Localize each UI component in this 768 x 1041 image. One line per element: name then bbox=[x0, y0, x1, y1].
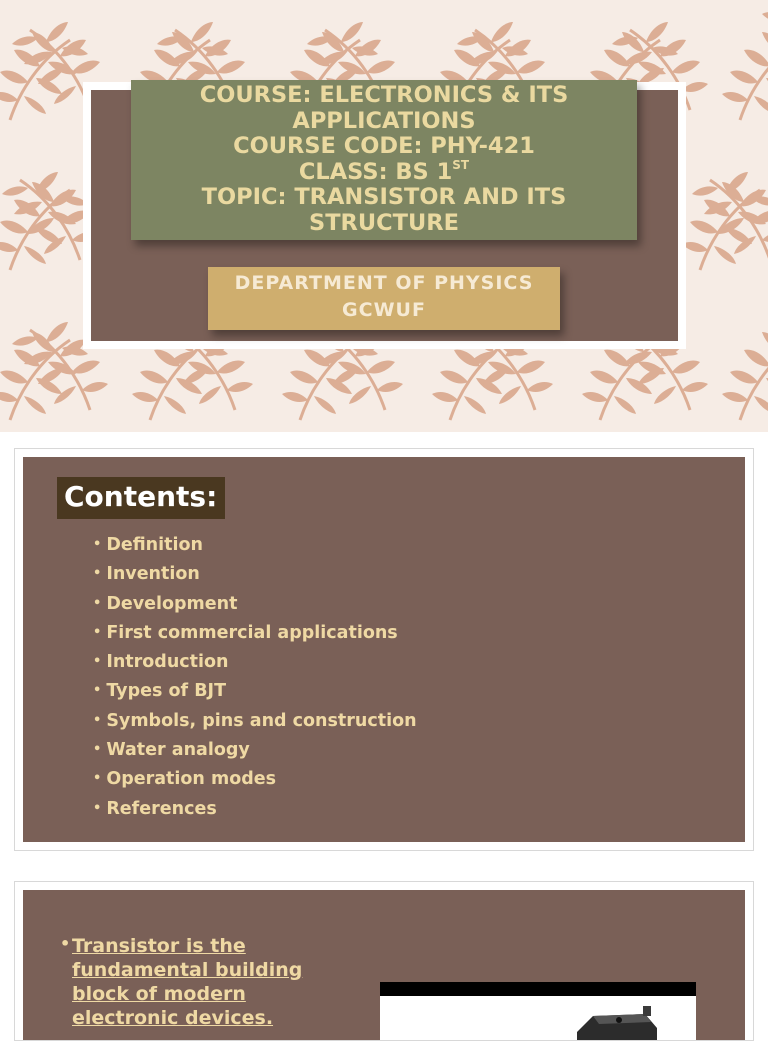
list-item-label: Types of BJT bbox=[106, 681, 227, 702]
list-item-label: Definition bbox=[106, 535, 203, 555]
course-title-line: COURSE: ELECTRONICS & ITS bbox=[199, 82, 569, 108]
course-code-line: COURSE CODE: PHY-421 bbox=[233, 133, 535, 159]
list-item-label: Symbols, pins and construction bbox=[106, 710, 417, 731]
list-item bbox=[93, 706, 417, 735]
list-item bbox=[93, 589, 417, 618]
class-line bbox=[131, 157, 637, 186]
bullet-icon: • bbox=[60, 934, 71, 953]
list-item bbox=[93, 618, 417, 647]
list-item bbox=[93, 559, 417, 588]
class-superscript: ST bbox=[452, 157, 470, 172]
bullet-icon: • bbox=[93, 624, 102, 640]
definition-slide bbox=[14, 881, 754, 1041]
bullet-icon: • bbox=[93, 537, 102, 552]
transistor-photo-icon bbox=[571, 1002, 663, 1040]
bullet-icon: • bbox=[93, 595, 102, 611]
department-box bbox=[208, 267, 560, 330]
list-item bbox=[93, 735, 417, 764]
list-item bbox=[93, 530, 417, 559]
class-text: CLASS: BS 1 bbox=[298, 158, 453, 185]
list-item-label: Operation modes bbox=[106, 769, 277, 790]
topic-line: TOPIC: TRANSISTOR AND ITS bbox=[201, 184, 567, 210]
list-item bbox=[93, 676, 417, 705]
course-title-box bbox=[131, 80, 637, 240]
college-name: GCWUF bbox=[342, 299, 426, 321]
bullet-icon: • bbox=[93, 800, 102, 816]
contents-panel bbox=[23, 457, 745, 842]
title-slide bbox=[0, 0, 768, 432]
bullet-icon: • bbox=[93, 712, 102, 728]
course-title-line: APPLICATIONS bbox=[292, 107, 476, 134]
contents-slide bbox=[14, 448, 754, 851]
contents-heading: Contents: bbox=[57, 477, 225, 519]
bullet-icon: • bbox=[93, 742, 102, 758]
list-item-label: Invention bbox=[106, 564, 200, 585]
bullet-icon: • bbox=[93, 771, 102, 787]
bullet-icon: • bbox=[93, 683, 102, 699]
list-item-label: Introduction bbox=[106, 652, 229, 673]
list-item bbox=[93, 647, 417, 676]
definition-text: Transistor is the fundamental building block of modern electronic devices. bbox=[72, 935, 303, 1029]
list-item bbox=[93, 794, 417, 823]
list-item-label: Development bbox=[106, 593, 238, 614]
list-item bbox=[93, 764, 417, 793]
list-item-label: First commercial applications bbox=[106, 622, 398, 643]
list-item-label: References bbox=[106, 798, 217, 819]
bullet-icon: • bbox=[93, 654, 102, 670]
department-name: DEPARTMENT OF PHYSICS bbox=[234, 272, 534, 294]
definition-panel bbox=[23, 890, 745, 1040]
contents-list bbox=[93, 530, 417, 823]
list-item-label: Water analogy bbox=[106, 740, 250, 761]
topic-line: STRUCTURE bbox=[309, 209, 459, 236]
bullet-icon: • bbox=[93, 566, 102, 582]
